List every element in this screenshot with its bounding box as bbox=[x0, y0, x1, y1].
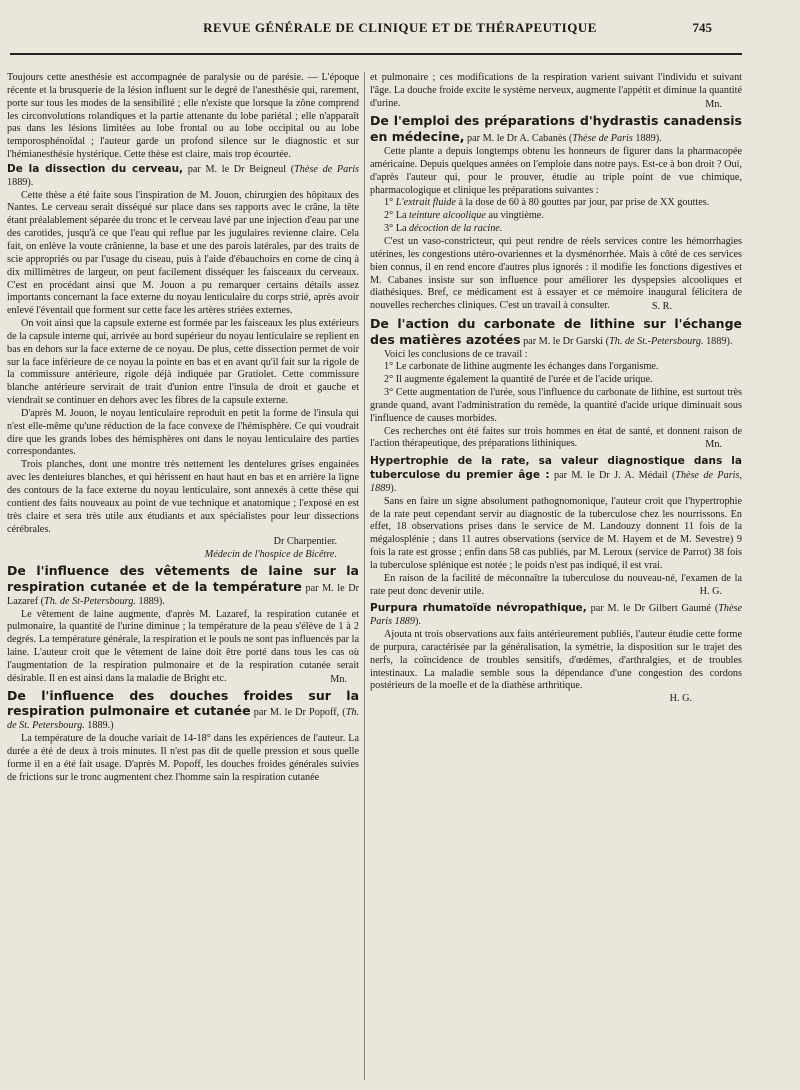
article-source: Thèse Paris 1889 bbox=[370, 603, 742, 628]
article-paragraph: D'après M. Jouon, le noyau lenticulaire reproduit en petit la forme de l'insula qui n'est elle-même qu'une réduction de la face convexe de l'hémisphère. Ce qui voudrait dire que les grands lobes des hémisphères ont dans le noyau lenticulaire des parties correspondantes. bbox=[7, 407, 359, 458]
article-heading bbox=[7, 564, 359, 609]
article-paragraph: Ces recherches ont été faites sur trois hommes en état de santé, et donnent raison de l'action thérapeutique, des préparations lithiniques. bbox=[370, 425, 742, 450]
article-heading bbox=[370, 602, 742, 629]
article-title: De l'emploi des préparations d'hydrastis canadensis en médecine, bbox=[370, 113, 742, 145]
article-year: 1889). bbox=[7, 176, 34, 188]
left-column bbox=[7, 72, 359, 1082]
article-source: Th. de St. Petersbourg. bbox=[7, 707, 359, 732]
author-signature: H. G. bbox=[669, 693, 692, 705]
article-heading bbox=[7, 163, 359, 190]
article-source: Thèse de Paris, 1889 bbox=[370, 470, 742, 494]
article-year: 1889). bbox=[703, 335, 733, 347]
article-byline: par M. le Dr A. Cabanès ( bbox=[464, 133, 573, 145]
author-affiliation: Médecin de l'hospice de Bicêtre. bbox=[204, 549, 337, 561]
list-item: 2° Il augmente également la quantité de l'urée et de l'acide urique. bbox=[384, 374, 653, 386]
article-byline: par M. le Dr Garski ( bbox=[520, 335, 610, 347]
author-signature: Dr Charpentier. bbox=[273, 536, 337, 548]
article-source: Thèse de Paris bbox=[294, 163, 359, 175]
article-title: Hypertrophie de la rate, sa valeur diagnostique dans la tuberculose du premier âge : bbox=[370, 455, 742, 481]
list-text: au vingtième. bbox=[485, 210, 544, 222]
article-title: De l'influence des vêtements de laine sur la respiration cutanée et de la température bbox=[7, 563, 359, 594]
article-source: Th. de St-Petersbourg. bbox=[44, 595, 136, 607]
article-paragraph: Sans en faire un signe absolument pathognomonique, l'auteur croit que l'hypertrophie de la rate peut cependant servir au diagnostic de la tuberculose chez les nourrissons. En effet, 18 observations prises dans le service de M. Landouzy donnent 11 fois de la mégalosplénie ; dans 11 autres observations (service de M. Hayem et de M. Sevestre) 9 fois la rate est grosse ; enfin dans 58 cas publiés, par M. Leroux (service de Parrot) 38 fois la tuberculose splénique est notée ; le poids n'est pas indiqué, il est vrai. bbox=[370, 495, 742, 571]
article-heading bbox=[7, 689, 359, 734]
article-title: De l'action du carbonate de lithine sur l'échange des matières azotées bbox=[370, 315, 742, 347]
list-item: 3° Cette augmentation de l'urée, sous l'influence du carbonate de lithine, est surtout très grande quand, avant l'administration du remède, la quantité d'acide urique diminuait sous l'influence de causes morbides. bbox=[370, 387, 742, 424]
article-paragraph: Ajouta nt trois observations aux faits antérieurement publiés, l'auteur étudie cette forme de purpura, caractérisée par la généralisation, la symétrie, la disposition sur le trajet des nerfs, la coïncidence de troubles sensitifs, d'œdèmes, d'arthralgies, et de troubles intestinaux. La maladie semble sous la dépendance d'une congestion des cordons postérieurs de la moelle et de la diathèse arthritique. bbox=[370, 628, 742, 692]
list-number: 2° La bbox=[384, 210, 410, 222]
article-paragraph: C'est un vaso-constricteur, qui peut rendre de réels services contre les hémorrhagies utérines, les congestions utéro-ovariennes et la dysménorrhée. Mais à côté de ces services bien connus, il en rend encore d'autres plus ignorés : il modifie les fonctions digestives et M. Cabanes insiste sur son influence pour améliorer les dyspepsies alcooliques et diathésiques. Bref, ce médicament est à essayer et ce mémoire inaugural félicitera de nouvelles recherches cliniques. C'est un travail à consulter. bbox=[370, 235, 742, 312]
article-paragraph: Voici les conclusions de ce travail : bbox=[384, 348, 528, 360]
list-item bbox=[370, 197, 742, 210]
article-title: De la dissection du cerveau, bbox=[7, 162, 184, 175]
list-item bbox=[370, 210, 742, 223]
list-number: 1° bbox=[384, 197, 396, 209]
list-item bbox=[370, 223, 742, 236]
continued-paragraph: Toujours cette anesthésie est accompagnée de paralysie ou de parésie. — L'époque récente et la brusquerie de la lésion influent sur le degré de l'anesthésie qui, rarement, porte sur tous les modes de la sensibilité ; elle n'existe que lorsque la zône comprend les circonvolutions rolandiques et la partie attenante du lobe pariétal ; elle n'apparaît pas dans les lésions limitées au lobe frontal ou au lobe occipital ou au lobe temporosphénoïdal ; l'auteur garde un profond silence sur le diagnostic et sur l'hémianesthésie hystérique. Cette thèse est claire, mais trop écourtée. bbox=[7, 72, 359, 161]
article-year: ). bbox=[390, 482, 397, 494]
article-year: ). bbox=[415, 616, 421, 628]
article-heading bbox=[370, 317, 742, 349]
list-term: L'extrait fluide bbox=[395, 197, 456, 209]
list-term: teinture alcoolique bbox=[409, 210, 486, 222]
article-paragraph: Trois planches, dont une montre très nettement les dentelures grises engainées avec les denteiures blanches, et qui hérissent en haut haut en bas et en arrière la ligne des contours de la face externe du noyau lenticulaire, sont annexés à cette thèse qui contient des faits nouveaux au point de vue technique et anatomique ; l'exposé en est très claire et sera très utile aux étudiants et aux spécialistes pour leur dissections cérébrales. bbox=[7, 459, 359, 535]
list-number: 3° La bbox=[384, 223, 410, 235]
article-byline: par M. le Dr Popoff, ( bbox=[250, 707, 346, 719]
author-signature: Mn. bbox=[330, 673, 347, 685]
article-paragraph: On voit ainsi que la capsule externe est formée par les faisceaux les plus extérieurs de la capsule interne qui, arrivée au bord supérieur du noyau lenticulaire se replient en bas en dehors sur la face externe de ce noyau. De plus, cette dissection permet de voir sur la face inférieure de ce noyau la pointe en bas et en avant qu'il fait sur la rigole de la commissure antérieure, rigole déjà indiquée par Gratiolet. Cette commissure blanche antérieure servirait de trait d'union entre l'insula de droit et gauche et viendrait se continuer en dehors avec les fibres de la capsule externe. bbox=[7, 318, 359, 407]
author-signature: S. R. bbox=[651, 301, 672, 313]
article-title: Purpura rhumatoïde névropathique, bbox=[370, 602, 587, 615]
article-year: 1889.) bbox=[84, 720, 114, 732]
list-term: décoction de la racine. bbox=[409, 223, 503, 235]
article-byline: par M. le Dr Lazaref ( bbox=[7, 582, 359, 607]
column-divider bbox=[364, 72, 365, 1080]
article-source: Thèse de Paris bbox=[572, 133, 633, 145]
article-heading bbox=[370, 455, 742, 496]
article-paragraph: La température de la douche variait de 14-18° dans les expériences de l'auteur. La durée a été de deux à trois minutes. Il n'est pas dit de quelle pression et sous quelle forme il en a été fait usage. D'après M. Popoff, les douches froides générales suivies de frictions sur le tronc augmentent chez l'homme sain la respiration cutanée bbox=[7, 733, 359, 783]
article-title: De l'influence des douches froides sur la respiration pulmonaire et cutanée bbox=[7, 687, 359, 719]
journal-title: REVUE GÉNÉRALE DE CLINIQUE ET DE THÉRAPEUTIQUE bbox=[203, 20, 597, 35]
article-source: Th. de St.-Petersbourg. bbox=[609, 335, 704, 347]
continued-paragraph: et pulmonaire ; ces modifications de la respiration varient suivant l'individu et suivant l'âge. La douche froide excite le système nerveux, augmente l'appétit et diminue la quantité d'urine. bbox=[370, 72, 742, 109]
list-item: 1° Le carbonate de lithine augmente les échanges dans l'organisme. bbox=[384, 361, 659, 373]
author-signature: H. G. bbox=[699, 586, 722, 598]
article-paragraph: En raison de la facilité de méconnaître la tuberculose du nouveau-né, l'examen de la rate peut donc devenir utile. bbox=[370, 572, 742, 597]
header-rule bbox=[10, 53, 742, 55]
article-paragraph: Cette plante a depuis longtemps obtenu les honneurs de figurer dans la pharmacopée américaine. Depuis quelques années on l'emploie dans notre pays. Est-ce à bon droit ? Oui, d'après l'auteur qui, pour le prouver, étudie au triple point de vue chimique, pharmacologique et clinique les préparations suivantes : bbox=[370, 146, 742, 196]
page-number: 745 bbox=[692, 20, 712, 35]
right-column bbox=[370, 72, 742, 1082]
page-header bbox=[0, 0, 800, 50]
author-signature: Mn. bbox=[705, 439, 722, 451]
author-signature: Mn. bbox=[705, 98, 722, 110]
article-year: 1889). bbox=[135, 595, 165, 607]
article-paragraph: Le vêtement de laine augmente, d'après M. Lazaref, la respiration cutanée et pulmonaire, la quantité de l'urine diminue ; la température de la peau s'élève de 1 à 2 degrés. La température générale, la respiration et le pouls ne sont pas influencés par la laine. L'auteur croit que le vêtement de laine doit être porté dans tous les cas où l'augmentation de la respiration pulmonaire et de la respiration cutanée serait désirable. Il en est ainsi dans la maladie de Bright etc. bbox=[7, 608, 359, 684]
article-byline: par M. le Dr Gilbert Gaumé ( bbox=[586, 603, 719, 615]
article-paragraph: Cette thèse a été faite sous l'inspiration de M. Jouon, chirurgien des hôpitaux des Nantes. Le cerveau serait disséqué sur place dans ses rapports avec le crâne, la tête étant préalablement séparée du tronc et le cerveau lavé par une injection d'eau par une des carotides, jusqu'à ce que l'eau qui reflue par les jugulaires revienne claire. Cela fait, on enlève la voute crânienne, la base et une des parois latérales, par des traits de scie appropriés ou par l'usage du ciseau, puis à l'aide d'ébauchoirs en corne de cinq à dix millimètres de largeur, on peut facilement disséquer les faisceaux du cerveaux. C'est en procédant ainsi que M. Jouon a pu remarquer certains détails assez importants concernant la face externe du noyau lenticulaire du corps strié, après avoir enlevé l'éventail que forment sur cette face les artères striées externes. bbox=[7, 189, 359, 317]
article-heading bbox=[370, 114, 742, 146]
list-text: à la dose de 60 à 80 gouttes par jour, par prise de XX gouttes. bbox=[455, 197, 710, 209]
article-byline: par M. le Dr Beigneul ( bbox=[187, 163, 295, 175]
article-year: 1889). bbox=[632, 133, 662, 145]
article-byline: par M. le Dr J. A. Médail ( bbox=[549, 470, 676, 481]
